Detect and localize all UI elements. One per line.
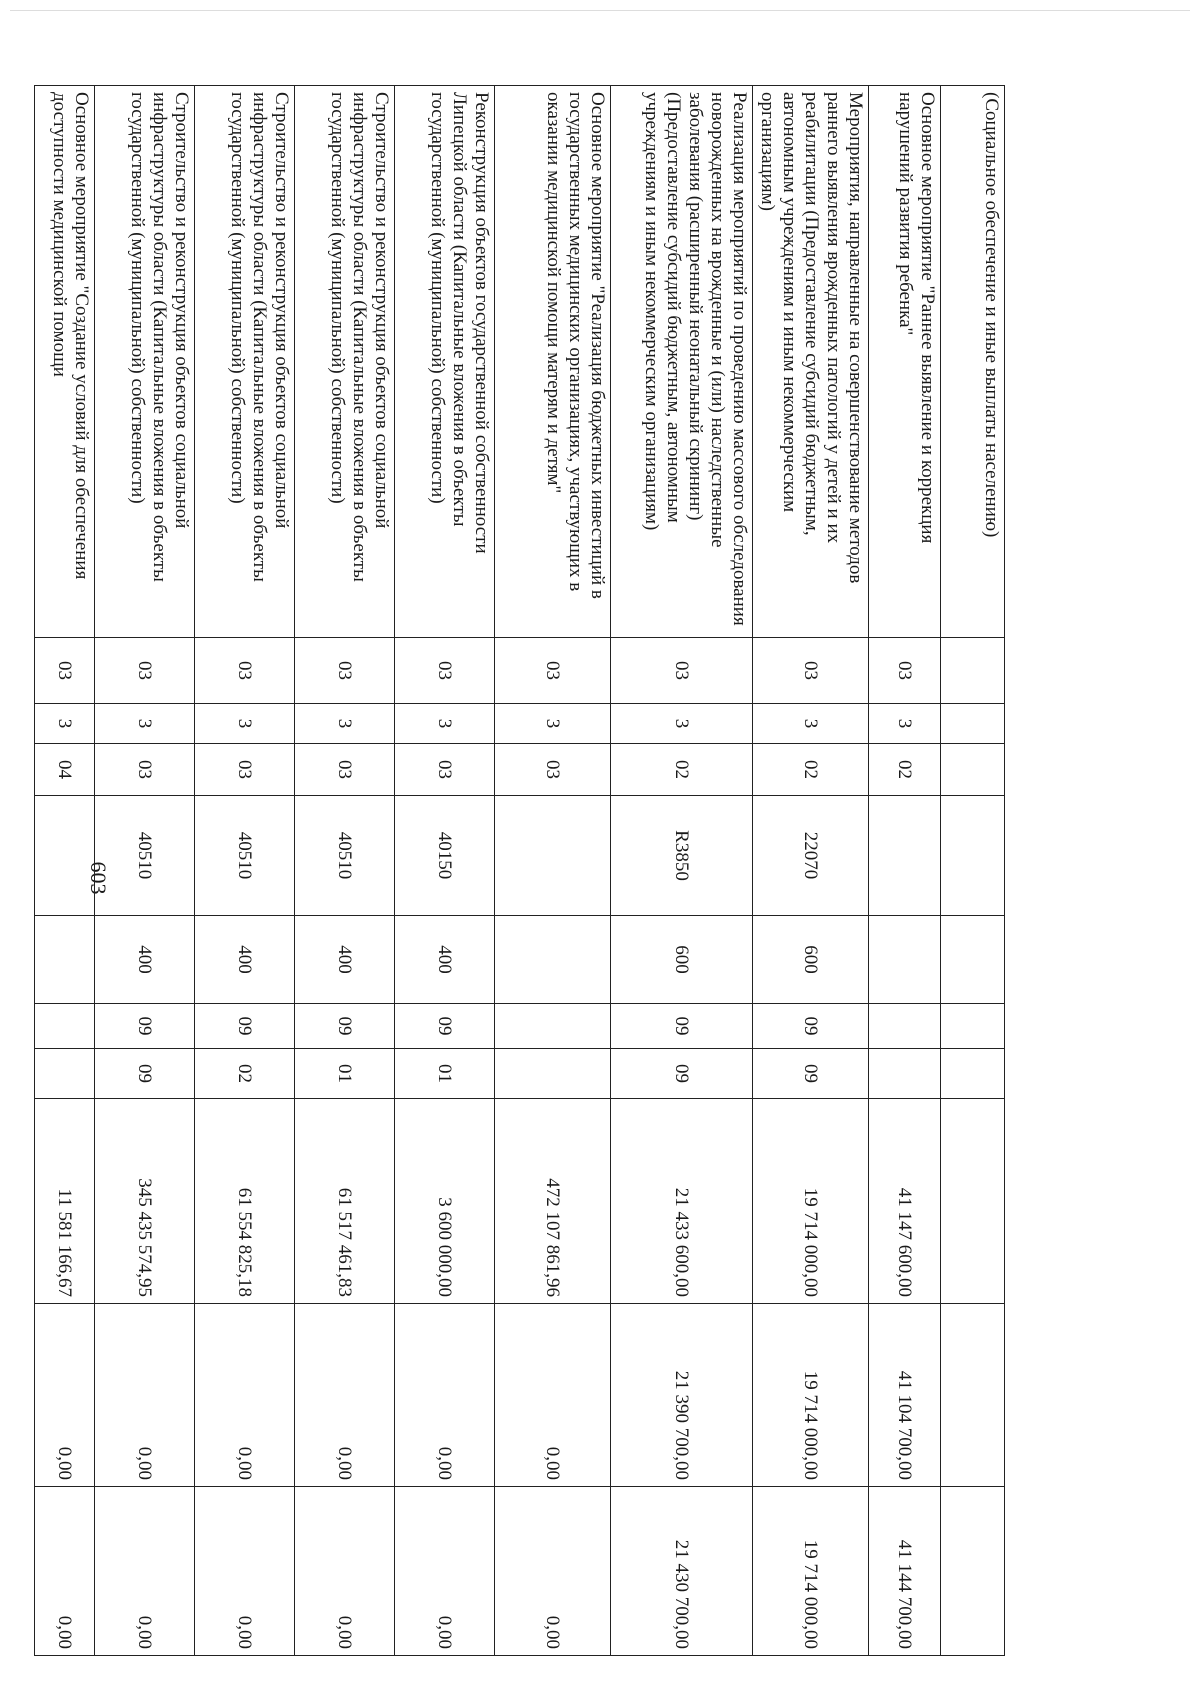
code-program: 03 [195,638,295,704]
table-row [295,86,395,1656]
code-section: 09 [395,1004,495,1049]
amount-year-1: 3 600 000,00 [395,1099,495,1304]
row-name: Строительство и реконструкция объектов социальной инфраструктуры области (Капитальные вложения в объекты государственной (муниципальной) собственности) [295,86,395,638]
table-row [35,86,95,1656]
code-expense-type [941,916,1005,1004]
code-expense-type: 400 [195,916,295,1004]
code-subsection [495,1049,611,1099]
code-main-event: 02 [611,744,753,796]
table-row [753,86,869,1656]
amount-year-3: 0,00 [35,1487,95,1656]
code-section [869,1004,941,1049]
code-main-event: 03 [295,744,395,796]
code-subsection [35,1049,95,1099]
code-direction: R3850 [611,796,753,916]
code-section: 09 [611,1004,753,1049]
code-subprogram: 3 [753,704,869,744]
code-section [495,1004,611,1049]
code-direction: 40510 [195,796,295,916]
table-row [611,86,753,1656]
amount-year-2: 0,00 [95,1304,195,1487]
code-subsection [941,1049,1005,1099]
code-program: 03 [611,638,753,704]
table-row [941,86,1005,1656]
code-main-event: 02 [753,744,869,796]
code-subprogram: 3 [869,704,941,744]
table-row [195,86,295,1656]
code-program: 03 [753,638,869,704]
code-subsection: 02 [195,1049,295,1099]
code-expense-type [495,916,611,1004]
row-name: Строительство и реконструкция объектов социальной инфраструктуры области (Капитальные вложения в объекты государственной (муниципальной) собственности) [195,86,295,638]
amount-year-2: 0,00 [395,1304,495,1487]
code-program: 03 [395,638,495,704]
amount-year-3: 21 430 700,00 [611,1487,753,1656]
amount-year-1: 41 147 600,00 [869,1099,941,1304]
code-subprogram: 3 [95,704,195,744]
amount-year-3 [941,1487,1005,1656]
table-row [95,86,195,1656]
code-program: 03 [295,638,395,704]
table-row [395,86,495,1656]
amount-year-3: 0,00 [395,1487,495,1656]
code-main-event: 04 [35,744,95,796]
code-subsection: 09 [753,1049,869,1099]
code-section [941,1004,1005,1049]
code-subsection: 09 [611,1049,753,1099]
amount-year-1: 11 581 166,67 [35,1099,95,1304]
code-main-event [941,744,1005,796]
code-subprogram: 3 [35,704,95,744]
code-section: 09 [295,1004,395,1049]
amount-year-1: 472 107 861,96 [495,1099,611,1304]
code-program [941,638,1005,704]
code-main-event: 02 [869,744,941,796]
scan-edge-line [10,10,1190,11]
amount-year-1: 61 517 461,83 [295,1099,395,1304]
code-expense-type: 600 [753,916,869,1004]
row-name: Мероприятия, направленные на совершенствование методов раннего выявления врожденных патологий у детей и их реабилитации (Предоставление субсидий бюджетным, автономным учреждениям и иным некоммерческим организациям) [753,86,869,638]
code-direction [869,796,941,916]
code-main-event: 03 [495,744,611,796]
code-expense-type: 400 [395,916,495,1004]
code-main-event: 03 [195,744,295,796]
table-row [869,86,941,1656]
row-name: Основное мероприятие "Реализация бюджетных инвестиций в государственных медицинских организациях, участвующих в оказании медицинской помощи матерям и детям" [495,86,611,638]
code-direction [495,796,611,916]
amount-year-2 [941,1304,1005,1487]
code-subsection [869,1049,941,1099]
code-section: 09 [95,1004,195,1049]
amount-year-2: 0,00 [35,1304,95,1487]
amount-year-3: 19 714 000,00 [753,1487,869,1656]
code-direction [941,796,1005,916]
code-subprogram: 3 [295,704,395,744]
amount-year-3: 0,00 [95,1487,195,1656]
code-expense-type: 400 [95,916,195,1004]
code-direction: 40510 [95,796,195,916]
table-row [495,86,611,1656]
row-name: Строительство и реконструкция объектов социальной инфраструктуры области (Капитальные вложения в объекты государственной (муниципальной) собственности) [95,86,195,638]
code-section: 09 [753,1004,869,1049]
amount-year-2: 19 714 000,00 [753,1304,869,1487]
code-program: 03 [95,638,195,704]
code-expense-type: 600 [611,916,753,1004]
code-direction [35,796,95,916]
code-direction: 40510 [295,796,395,916]
code-subsection: 01 [295,1049,395,1099]
code-subprogram: 3 [395,704,495,744]
amount-year-3: 0,00 [295,1487,395,1656]
amount-year-2: 0,00 [295,1304,395,1487]
code-section: 09 [195,1004,295,1049]
page-number: 603 [86,861,111,895]
code-expense-type [35,916,95,1004]
code-program: 03 [35,638,95,704]
amount-year-1: 61 554 825,18 [195,1099,295,1304]
row-name: Реконструкция объектов государственной собственности Липецкой области (Капитальные вложения в объекты государственной (муниципальной) собственности) [395,86,495,638]
amount-year-1: 19 714 000,00 [753,1099,869,1304]
code-program: 03 [495,638,611,704]
code-subprogram: 3 [495,704,611,744]
code-expense-type: 400 [295,916,395,1004]
amount-year-2: 0,00 [495,1304,611,1487]
code-subprogram: 3 [195,704,295,744]
code-section [35,1004,95,1049]
code-expense-type [869,916,941,1004]
amount-year-2: 0,00 [195,1304,295,1487]
code-main-event: 03 [395,744,495,796]
code-subprogram: 3 [611,704,753,744]
code-direction: 22070 [753,796,869,916]
code-direction: 40150 [395,796,495,916]
amount-year-2: 41 104 700,00 [869,1304,941,1487]
budget-table [34,85,1005,1656]
amount-year-1 [941,1099,1005,1304]
row-name: Основное мероприятие "Раннее выявление и коррекция нарушений развития ребенка" [869,86,941,638]
code-program: 03 [869,638,941,704]
row-name: Основное мероприятие "Создание условий для обеспечения доступности медицинской помощи [35,86,95,638]
amount-year-3: 41 144 700,00 [869,1487,941,1656]
code-subsection: 01 [395,1049,495,1099]
row-name: Реализация мероприятий по проведению массового обследования новорожденных на врожденные и (или) наследственные заболевания (расширенный неонатальный скрининг) (Предоставление субсидий бюджетным, автономным учреждениям и иным некоммерческим организациям) [611,86,753,638]
amount-year-1: 345 435 574,95 [95,1099,195,1304]
amount-year-2: 21 390 700,00 [611,1304,753,1487]
row-name: (Социальное обеспечение и иные выплаты населению) [941,86,1005,638]
code-subsection: 09 [95,1049,195,1099]
amount-year-3: 0,00 [495,1487,611,1656]
code-subprogram [941,704,1005,744]
amount-year-1: 21 433 600,00 [611,1099,753,1304]
code-main-event: 03 [95,744,195,796]
amount-year-3: 0,00 [195,1487,295,1656]
